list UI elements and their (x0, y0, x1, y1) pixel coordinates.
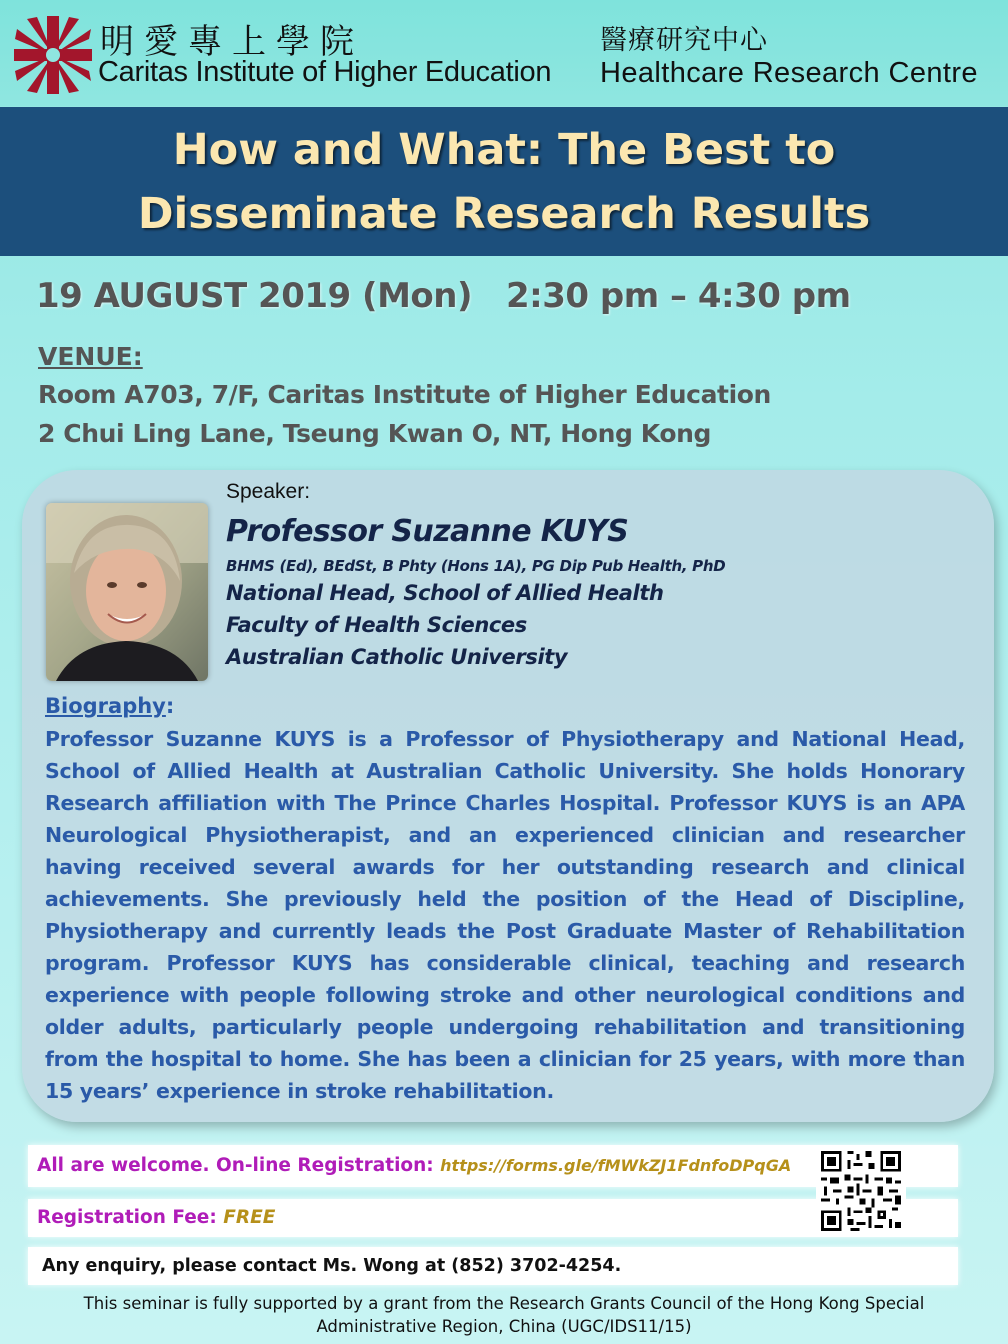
venue-line-2: 2 Chui Ling Lane, Tseung Kwan O, NT, Hong Kong (38, 419, 711, 448)
venue-label: VENUE (38, 342, 133, 371)
fee-label: Registration Fee: (37, 1207, 217, 1228)
qr-code-icon[interactable] (816, 1148, 906, 1234)
fee-line (37, 1207, 275, 1228)
biography-text: Professor Suzanne KUYS is a Professor of Physiotherapy and National Head, School of Allied Health at Australian Catholic University. She holds Honorary Research affiliation with The Prince Charles Hospital. Professor KUYS is an APA Neurological Physiotherapist, and an experienced clinician and researcher having received several awards for her outstanding research and clinical achievements. She previously held the position of the Head of Discipline, Physiotherapy and currently leads the Post Graduate Master of Rehabilitation program. Professor KUYS has considerable clinical, teaching and research experience with people following stroke and other neurological conditions and older adults, particularly people undergoing rehabilitation and transitioning from the hospital to home. She has been a clinician for 25 years, with more than 15 years’ experience in stroke rehabilitation. (45, 727, 965, 1103)
funding-acknowledgement (0, 1292, 1008, 1338)
event-title (0, 118, 1008, 246)
institute-name-english: Caritas Institute of Higher Education (98, 56, 552, 88)
speaker-university: Australian Catholic University (226, 645, 568, 669)
speaker-label: Speaker: (226, 480, 311, 503)
speaker-name: Professor Suzanne KUYS (226, 514, 629, 549)
funding-line-1: This seminar is fully supported by a grant from the Research Grants Council of the Hong Kong Special (83, 1294, 925, 1313)
caritas-cross-logo-icon (12, 14, 94, 96)
speaker-qualifications: BHMS (Ed), BEdSt, B Phty (Hons 1A), PG Dip Pub Health, PhD (226, 557, 726, 575)
fee-value: FREE (223, 1207, 276, 1228)
funding-line-2: Administrative Region, China (UGC/IDS11/15) (316, 1317, 692, 1336)
header (0, 0, 1008, 106)
registration-welcome: All are welcome. On-line Registration: (37, 1155, 434, 1176)
venue-line-1: Room A703, 7/F, Caritas Institute of Higher Education (38, 380, 771, 409)
registration-line (37, 1155, 791, 1176)
event-title-line-1: How and What: The Best to (172, 125, 836, 175)
centre-name-chinese: 醫療研究中心 (600, 25, 768, 56)
registration-link[interactable]: https://forms.gle/fMWkZJ1FdnfoDPqGA (440, 1156, 792, 1175)
enquiry-text: Any enquiry, please contact Ms. Wong at (852) 3702-4254. (42, 1256, 622, 1276)
speaker-position: National Head, School of Allied Health (226, 581, 664, 605)
institute-name-chinese: 明愛專上學院 (100, 22, 364, 62)
centre-name-english: Healthcare Research Centre (600, 57, 978, 89)
venue-heading: VENUE: (38, 342, 143, 371)
event-title-line-2: Disseminate Research Results (137, 189, 871, 239)
biography-label: Biography (45, 694, 166, 718)
speaker-photo (46, 503, 208, 681)
speaker-faculty: Faculty of Health Sciences (226, 613, 527, 637)
biography-heading: Biography: (45, 694, 175, 718)
event-datetime: 19 AUGUST 2019 (Mon) 2:30 pm – 4:30 pm (36, 276, 851, 316)
